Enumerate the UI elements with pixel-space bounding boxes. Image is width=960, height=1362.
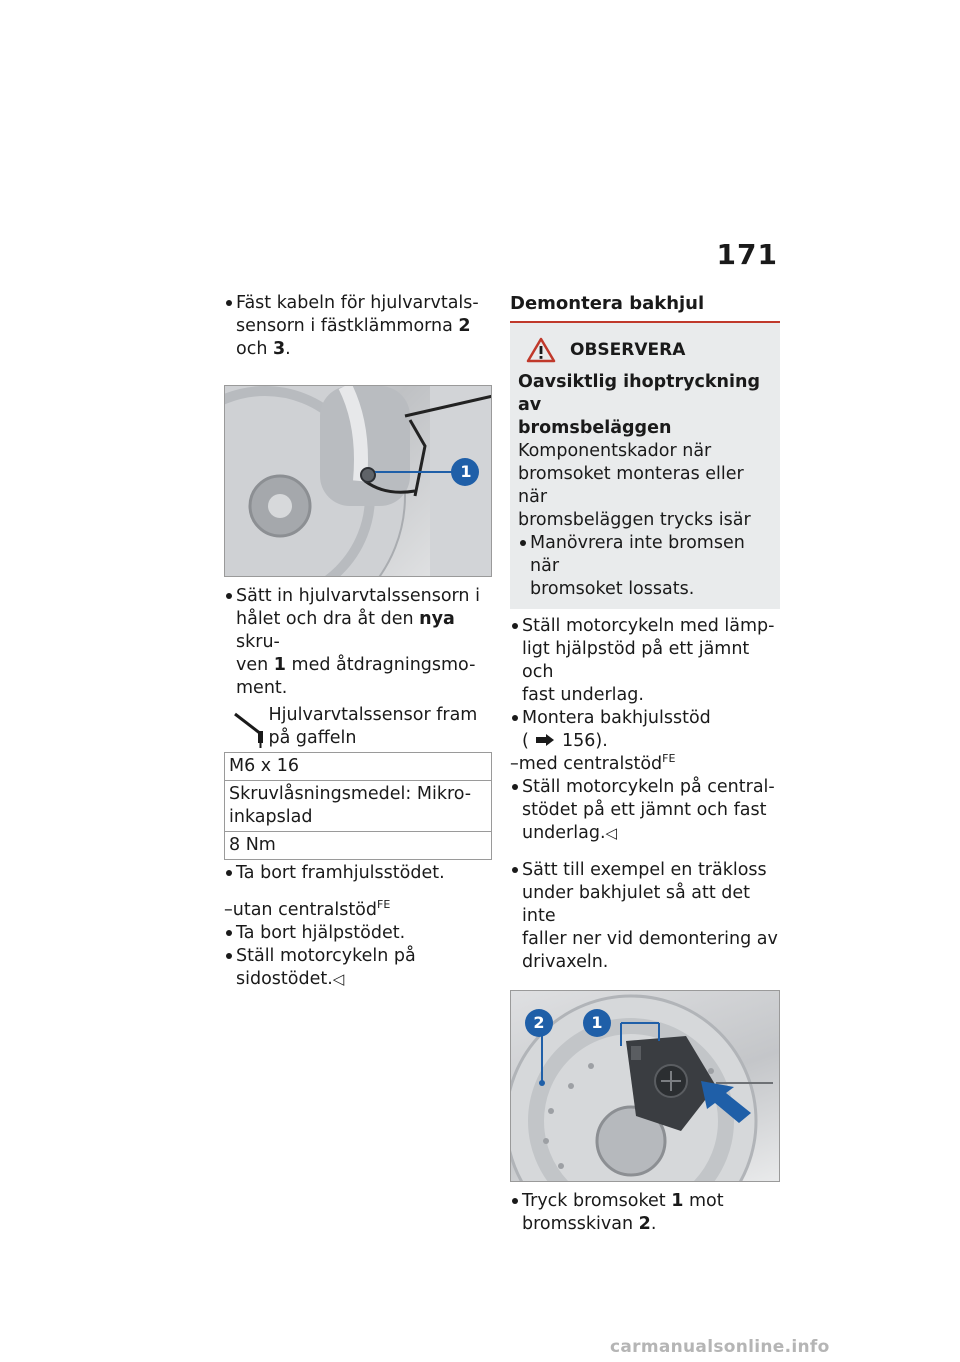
condition-without-centerstand: –utan centralstöd$^{FE}$ xyxy=(224,898,391,920)
warning-title: OBSERVERA xyxy=(570,339,686,360)
watermark: carmanualsonline.info xyxy=(610,1337,830,1357)
torque-spec-table xyxy=(224,702,492,860)
instruction-park-sidestand: Ställ motorcykeln på sidostödet.◁ xyxy=(224,945,492,991)
left-column xyxy=(224,292,492,991)
wrench-icon xyxy=(229,704,269,750)
rear-brake-caliper-photo xyxy=(510,990,780,1182)
warning-action: Manövrera inte bromsen när bromsoket lossats. xyxy=(518,532,772,601)
warning-consequence: bromsbeläggen trycks isär xyxy=(518,510,751,530)
section-heading: Demontera bakhjul xyxy=(510,293,705,314)
warning-consequence: bromsoket monteras eller när xyxy=(518,464,744,507)
callout-1: 1 xyxy=(460,462,472,481)
page-reference[interactable]: 156). xyxy=(561,731,608,751)
rear-brake-caliper-illustration xyxy=(511,991,780,1182)
warning-hazard: Oavsiktlig ihoptryckning av xyxy=(518,372,760,415)
instruction-park-centerstand: Ställ motorcykeln på central- stödet på ett jämnt och fast underlag.◁ xyxy=(510,776,780,845)
text-line: sensorn i fästklämmorna 2 xyxy=(236,316,471,336)
instruction-insert-sensor xyxy=(224,585,492,700)
condition-with-centerstand: –med centralstöd$^{FE}$ xyxy=(510,752,676,774)
instruction-remove-front-stand: Ta bort framhjulsstödet. xyxy=(224,862,492,885)
spec-screw-size: M6 x 16 xyxy=(225,753,492,781)
spec-torque: 8 Nm xyxy=(225,832,492,860)
instruction-stand-bike: Ställ motorcykeln med lämp- ligt hjälpstöd på ett jämnt och fast underlag. xyxy=(510,615,780,707)
spec-threadlocker: Skruvlåsningsmedel: Mikro- inkapslad xyxy=(225,781,492,832)
warning-box xyxy=(510,323,780,609)
spec-title: på gaffeln xyxy=(268,728,357,748)
page-reference-arrow-icon xyxy=(534,733,556,747)
callout-2: 2 xyxy=(533,1013,545,1032)
end-of-section-marker: ◁ xyxy=(332,970,345,988)
warning-triangle-icon xyxy=(526,337,556,363)
page-number: 171 xyxy=(716,238,778,271)
instruction-place-wood-block: Sätt till exempel en träkloss under bakhjulet så att det inte faller ner vid demontering av drivaxeln. xyxy=(510,859,780,974)
spec-title: Hjulvarvtalssensor fram xyxy=(268,705,478,725)
instruction-remove-aux-stand: Ta bort hjälpstödet. xyxy=(224,922,492,945)
text-line: Fäst kabeln för hjulvarvtals- xyxy=(236,293,479,313)
instruction-mount-rear-stand: Montera bakhjulsstöd ( 156). xyxy=(510,707,780,753)
fe-marker: FE xyxy=(662,752,676,766)
instruction-press-caliper: Tryck bromsoket 1 mot bromsskivan 2. xyxy=(510,1190,780,1236)
text-line: Sätt in hjulvarvtalssensorn i xyxy=(236,586,480,606)
text-line: hålet och dra åt den nya skru- xyxy=(236,609,455,652)
front-wheel-sensor-illustration xyxy=(225,386,492,577)
warning-consequence: Komponentskador när xyxy=(518,441,712,461)
end-of-section-marker: ◁ xyxy=(605,824,618,842)
right-column xyxy=(510,292,780,1236)
front-wheel-sensor-photo xyxy=(224,385,492,577)
text-line: ven 1 med åtdragningsmo- xyxy=(236,655,476,675)
text-line: ment. xyxy=(236,678,288,698)
fe-marker: FE xyxy=(377,898,391,912)
instruction-fasten-cable xyxy=(224,292,492,361)
text-line: och 3. xyxy=(236,339,291,359)
warning-hazard: bromsbeläggen xyxy=(518,418,672,438)
callout-1: 1 xyxy=(591,1013,603,1032)
